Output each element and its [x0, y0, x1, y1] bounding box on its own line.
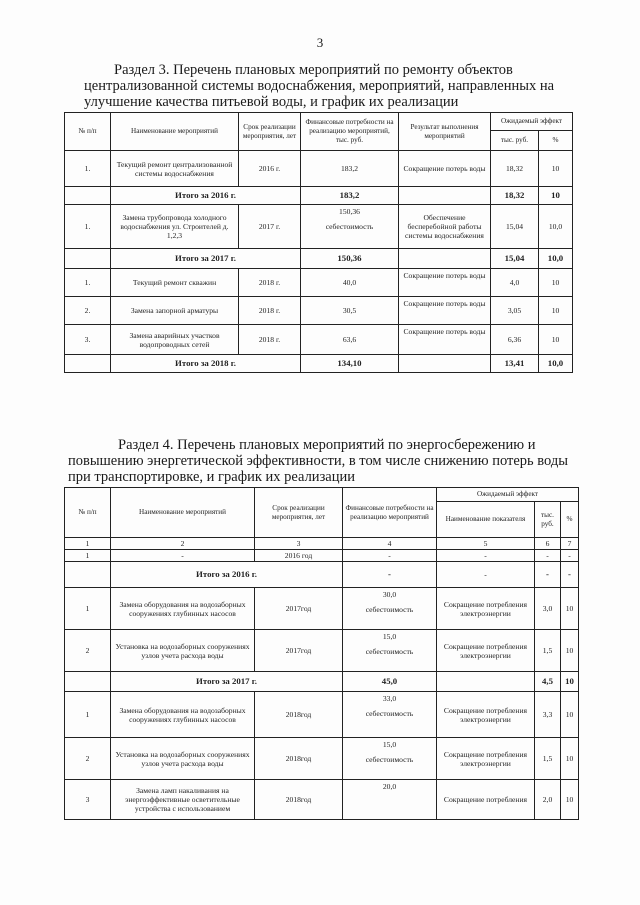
total-pct: 10,0 — [539, 249, 573, 269]
total-effect: 15,04 — [491, 249, 539, 269]
section3-heading-line: улучшение качества питьевой воды, и график их реализации — [84, 94, 459, 110]
row-indicator: Сокращение потребления электроэнергии — [437, 692, 535, 738]
row-pct: 10 — [561, 588, 579, 630]
header-indicator: Наименование показателя — [437, 502, 535, 538]
row-term: 2018 г. — [239, 325, 301, 355]
total-unit: 4,5 — [535, 672, 561, 692]
row-result: Сокращение потерь воды — [399, 151, 491, 187]
row-name: Установка на водозаборных сооружениях узлов учета расхода воды — [111, 630, 255, 672]
column-number: 5 — [437, 538, 535, 550]
row-term: 2018 г. — [239, 297, 301, 325]
row-result: Обеспечение бесперебойной работы системы водоснабжения — [399, 205, 491, 249]
row-term: 2018год — [255, 738, 343, 780]
finance-value: - — [388, 551, 391, 560]
total-label: Итого за 2016 г. — [111, 187, 301, 205]
total-row — [65, 562, 579, 588]
row-term: 2016 г. — [239, 151, 301, 187]
row-name: Текущий ремонт скважин — [111, 269, 239, 297]
finance-note: себестоимость — [365, 605, 414, 614]
row-num: 1. — [65, 151, 111, 187]
header-name: Наименование мероприятий — [111, 488, 255, 538]
row-num: 2 — [65, 738, 111, 780]
row-pct: 10 — [539, 269, 573, 297]
finance-value: 63,6 — [342, 335, 357, 344]
row-pct: 10 — [539, 325, 573, 355]
finance-value: 30,5 — [342, 306, 357, 315]
row-term: 2017 г. — [239, 205, 301, 249]
row-result: Сокращение потерь воды — [399, 297, 491, 325]
row-pct: 10 — [561, 738, 579, 780]
row-term: 2017год — [255, 588, 343, 630]
row-indicator: Сокращение потребления — [437, 780, 535, 820]
finance-value: 15,0 — [382, 740, 397, 749]
total-row — [65, 187, 573, 205]
row-num: 1. — [65, 269, 111, 297]
finance-value: 33,0 — [382, 694, 397, 703]
row-unit: 1,5 — [535, 738, 561, 780]
row-unit: - — [535, 550, 561, 562]
header-effect-unit: тыс. руб. — [491, 131, 539, 151]
row-name: Замена аварийных участков водопроводных сетей — [111, 325, 239, 355]
column-number: 3 — [255, 538, 343, 550]
table-row — [65, 205, 573, 249]
column-number-row — [65, 538, 579, 550]
row-name: Текущий ремонт централизованной системы водоснабжения — [111, 151, 239, 187]
total-finance: 134,10 — [301, 355, 399, 373]
total-row — [65, 249, 573, 269]
row-pct: 10 — [539, 151, 573, 187]
finance-cell — [301, 269, 399, 297]
finance-value: 15,0 — [382, 632, 397, 641]
section4-heading-line: повышению энергетической эффективности, в том числе снижению потерь воды — [68, 453, 568, 469]
empty-cell — [65, 187, 111, 205]
row-name: Замена запорной арматуры — [111, 297, 239, 325]
finance-cell — [301, 297, 399, 325]
row-num: 1. — [65, 205, 111, 249]
table-row — [65, 780, 579, 820]
finance-note: себестоимость — [365, 647, 414, 656]
row-effect: 3,05 — [491, 297, 539, 325]
empty-cell — [65, 355, 111, 373]
header-pct: % — [561, 502, 579, 538]
table-row — [65, 151, 573, 187]
section3-heading — [84, 62, 570, 110]
row-num: 2. — [65, 297, 111, 325]
section4-heading-line: Раздел 4. Перечень плановых мероприятий по энергосбережению и — [118, 437, 536, 453]
total-label: Итого за 2017 г. — [111, 249, 301, 269]
finance-value: 150,36 — [339, 207, 360, 216]
table-row — [65, 692, 579, 738]
row-result: Сокращение потерь воды — [399, 325, 491, 355]
column-number: 6 — [535, 538, 561, 550]
section3-heading-line: централизованной системы водоснабжения, мероприятий, направленных на — [84, 78, 555, 94]
row-num: 3. — [65, 325, 111, 355]
total-finance: 150,36 — [301, 249, 399, 269]
row-num: 1 — [65, 588, 111, 630]
total-effect: 13,41 — [491, 355, 539, 373]
row-effect: 15,04 — [491, 205, 539, 249]
total-pct: - — [561, 562, 579, 588]
row-name: Замена ламп накаливания на энергоэффективные осветительные устройства с использованием — [111, 780, 255, 820]
row-unit: 3,3 — [535, 692, 561, 738]
header-result: Результат выполнения мероприятий — [399, 113, 491, 151]
section3-table — [64, 112, 573, 373]
row-effect: 18,32 — [491, 151, 539, 187]
row-unit: 1,5 — [535, 630, 561, 672]
section4-table — [64, 487, 579, 820]
total-unit: - — [535, 562, 561, 588]
row-num: 1 — [65, 550, 111, 562]
total-indicator: - — [437, 562, 535, 588]
row-indicator: Сокращение потребления электроэнергии — [437, 738, 535, 780]
finance-note: себестоимость — [365, 709, 414, 718]
table-header-row — [65, 488, 579, 502]
column-number: 1 — [65, 538, 111, 550]
finance-cell — [301, 325, 399, 355]
finance-value: 30,0 — [382, 590, 397, 599]
row-name: Замена оборудования на водозаборных сооружениях глубинных насосов — [111, 692, 255, 738]
finance-cell — [301, 205, 399, 249]
row-effect: 4,0 — [491, 269, 539, 297]
finance-cell — [343, 630, 437, 672]
row-pct: 10 — [561, 630, 579, 672]
total-pct: 10 — [561, 672, 579, 692]
header-effect: Ожидаемый эффект — [437, 488, 579, 502]
total-finance: 45,0 — [343, 672, 437, 692]
row-name: - — [111, 550, 255, 562]
table-row — [65, 269, 573, 297]
row-term: 2018год — [255, 780, 343, 820]
total-label: Итого за 2018 г. — [111, 355, 301, 373]
empty-cell — [399, 249, 491, 269]
total-row — [65, 672, 579, 692]
header-finance: Финансовые потребности на реализацию мероприятий — [343, 488, 437, 538]
row-name: Установка на водозаборных сооружениях узлов учета расхода воды — [111, 738, 255, 780]
empty-cell — [399, 187, 491, 205]
table-row — [65, 297, 573, 325]
finance-value: 183,2 — [340, 164, 359, 173]
row-result: Сокращение потерь воды — [399, 269, 491, 297]
row-pct: 10 — [561, 692, 579, 738]
row-num: 3 — [65, 780, 111, 820]
row-unit: 3,0 — [535, 588, 561, 630]
column-number: 2 — [111, 538, 255, 550]
empty-cell — [399, 355, 491, 373]
finance-value: 40,0 — [342, 278, 357, 287]
empty-cell — [65, 249, 111, 269]
total-effect: 18,32 — [491, 187, 539, 205]
finance-value: 20,0 — [382, 782, 397, 791]
table-row — [65, 630, 579, 672]
header-num: № п/п — [65, 488, 111, 538]
total-finance: - — [343, 562, 437, 588]
table-header-row — [65, 113, 573, 131]
header-num: № п/п — [65, 113, 111, 151]
finance-cell — [301, 151, 399, 187]
row-term: 2017год — [255, 630, 343, 672]
row-term: 2018год — [255, 692, 343, 738]
row-pct: - — [561, 550, 579, 562]
finance-note: себестоимость — [325, 222, 374, 231]
header-finance: Финансовые потребности на реализацию мероприятий, тыс. руб. — [301, 113, 399, 151]
row-name: Замена оборудования на водозаборных сооружениях глубинных насосов — [111, 588, 255, 630]
table-row — [65, 588, 579, 630]
row-indicator: Сокращение потребления электроэнергии — [437, 630, 535, 672]
header-effect: Ожидаемый эффект — [491, 113, 573, 131]
total-row — [65, 355, 573, 373]
row-indicator: Сокращение потребления электроэнергии — [437, 588, 535, 630]
finance-cell — [343, 550, 437, 562]
total-pct: 10 — [539, 187, 573, 205]
finance-cell — [343, 588, 437, 630]
total-finance: 183,2 — [301, 187, 399, 205]
table-row — [65, 738, 579, 780]
empty-cell — [65, 672, 111, 692]
row-term: 2018 г. — [239, 269, 301, 297]
total-label: Итого за 2016 г. — [111, 562, 343, 588]
header-name: Наименование мероприятий — [111, 113, 239, 151]
section4-heading-line: при транспортировке, и график их реализации — [68, 469, 356, 485]
row-name: Замена трубопровода холодного водоснабжения ул. Строителей д. 1,2,3 — [111, 205, 239, 249]
table-row — [65, 325, 573, 355]
table-row — [65, 550, 579, 562]
header-effect-pct: % — [539, 131, 573, 151]
row-pct: 10,0 — [539, 205, 573, 249]
page-number: 3 — [316, 35, 324, 50]
total-label: Итого за 2017 г. — [111, 672, 343, 692]
section4-heading — [68, 437, 573, 485]
section3-heading-line: Раздел 3. Перечень плановых мероприятий по ремонту объектов — [114, 62, 513, 78]
row-num: 1 — [65, 692, 111, 738]
column-number: 7 — [561, 538, 579, 550]
finance-cell — [343, 780, 437, 820]
finance-cell — [343, 738, 437, 780]
finance-note: себестоимость — [365, 755, 414, 764]
row-pct: 10 — [561, 780, 579, 820]
row-num: 2 — [65, 630, 111, 672]
header-term: Срок реализации мероприятия, лет — [239, 113, 301, 151]
header-term: Срок реализации мероприятия, лет — [255, 488, 343, 538]
column-number: 4 — [343, 538, 437, 550]
row-indicator: - — [437, 550, 535, 562]
finance-cell — [343, 692, 437, 738]
total-pct: 10,0 — [539, 355, 573, 373]
row-unit: 2,0 — [535, 780, 561, 820]
row-effect: 6,36 — [491, 325, 539, 355]
empty-cell — [65, 562, 111, 588]
row-term: 2016 год — [255, 550, 343, 562]
header-unit: тыс. руб. — [535, 502, 561, 538]
total-indicator — [437, 672, 535, 692]
row-pct: 10 — [539, 297, 573, 325]
